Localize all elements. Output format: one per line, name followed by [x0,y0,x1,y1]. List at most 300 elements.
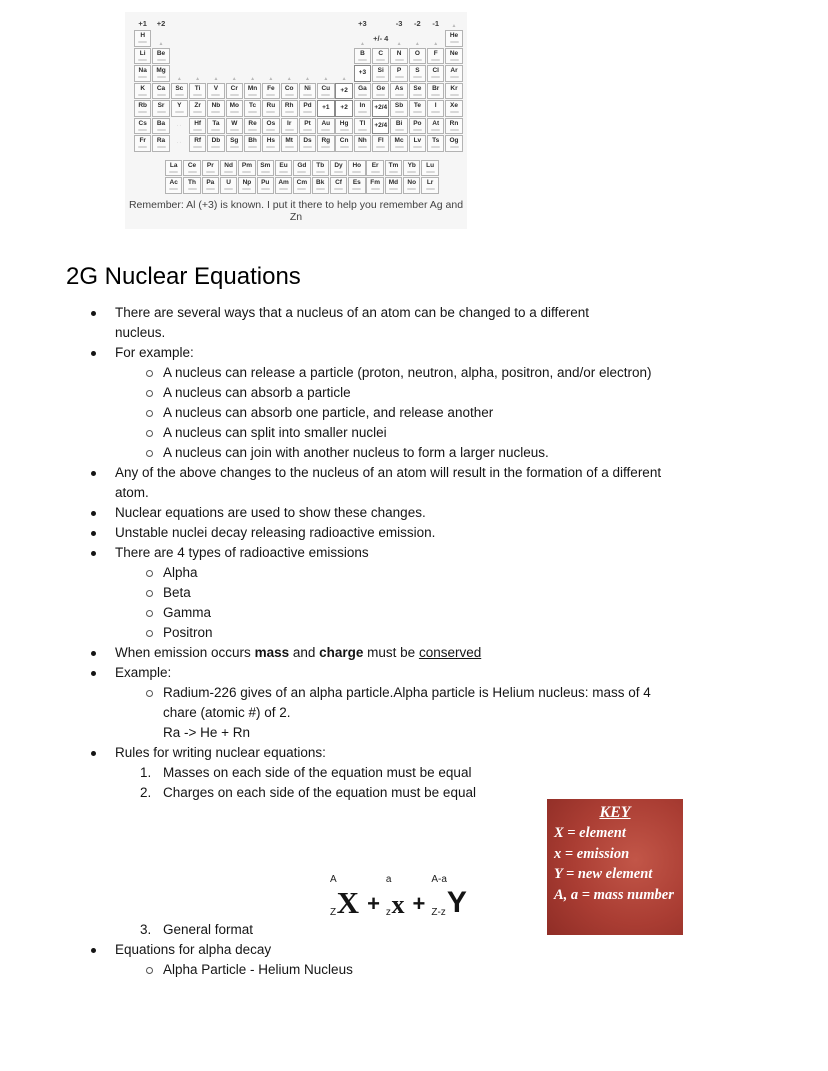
element-detail-smudge [193,146,202,148]
element-detail-smudge [157,94,166,96]
element-symbol: Eu [279,161,288,169]
element-symbol: Fl [377,137,384,144]
element-symbol: Pt [304,119,311,127]
element-symbol: Cu [321,84,331,92]
element-cell [445,135,462,152]
element-symbol: Sb [394,102,404,109]
key-line: Y = new element [554,866,653,882]
tiny-marker-icon: ▲ [286,75,292,82]
element-detail-smudge [138,94,147,96]
element-detail-smudge [407,171,416,173]
element-symbol: Cr [230,84,238,92]
list-item [66,303,726,343]
list-item-text: Rules for writing nuclear equations: [115,745,326,760]
charge-label-text: +/- 4 [373,33,389,43]
element-cell [390,83,407,100]
charge-label-text: +3 [358,18,367,28]
element-detail-smudge [450,59,459,61]
charge-cell [335,83,352,100]
element-cell [189,83,206,100]
element-symbol: Ir [287,119,292,127]
element-cell [281,118,298,135]
empty-cell [207,17,224,29]
tiny-marker-icon: ▲ [231,75,237,82]
charge-label [390,17,407,29]
element-cell [409,118,426,135]
element-cell [293,160,310,177]
periodic-table-caption: Remember: Al (+3) is known. I put it there to help you remember Ag and Zn [128,198,464,223]
empty-cell [207,48,224,65]
circle-bullet-icon [146,590,153,597]
element-symbol: Cf [335,179,342,186]
list-item-text: A nucleus can absorb one particle, and release another [163,405,494,420]
element-cell [207,118,224,135]
element-detail-smudge [413,76,422,78]
list-item-text: Equations for alpha decay [115,942,272,957]
element-symbol: Cn [339,137,349,144]
element-cell [354,135,371,152]
circle-bullet-icon [146,690,153,697]
element-cell [409,48,426,65]
atomic-number-Z: Z [330,907,337,918]
element-cell [317,135,334,152]
element-cell [390,135,407,152]
element-symbol: W [231,119,238,127]
element-symbol: Re [248,119,257,127]
element-symbol: Li [139,49,146,57]
empty-cell [262,17,279,29]
mass-number-A-a: A-a [431,874,447,885]
empty-cell [207,30,224,47]
element-cell [293,177,310,194]
charge-cell [354,65,371,82]
element-cell [317,83,334,100]
equation-term-parent [330,874,359,918]
element-symbol: Fe [267,84,275,92]
element-detail-smudge [431,94,440,96]
disc-bullet-icon [91,511,96,516]
element-cell [372,65,389,82]
element-symbol: Mo [229,102,239,109]
element-symbol: Co [284,84,294,92]
element-symbol: Mn [247,84,258,92]
list-item [66,623,726,643]
element-detail-smudge [188,171,197,173]
plus-operator: + [412,891,426,916]
element-symbol: Rn [449,119,459,127]
element-cell [189,100,206,117]
list-item-text: Ra -> He + Rn [163,725,251,740]
element-cell [354,100,371,117]
element-cell [335,118,352,135]
element-cell [152,65,169,82]
underlined-text: conserved [418,645,482,660]
element-detail-smudge [242,188,251,190]
disc-bullet-icon [91,531,96,536]
element-symbol: Pr [206,161,214,169]
element-detail-smudge [138,129,147,131]
element-symbol: Rf [194,137,202,144]
tiny-marker-icon: ▲ [359,40,365,47]
element-symbol: Pm [241,161,252,169]
element-detail-smudge [371,188,380,190]
element-symbol: Ra [156,137,166,144]
element-symbol: Rb [138,102,148,109]
element-detail-smudge [376,94,385,96]
list-item [66,443,726,463]
prescript [431,874,447,918]
element-cell [390,100,407,117]
element-cell [134,65,151,82]
element-cell [183,177,200,194]
element-cell [348,160,365,177]
disc-bullet-icon [91,551,96,556]
element-detail-smudge [450,111,459,113]
element-detail-smudge [297,171,306,173]
element-symbol: Rh [284,102,294,109]
element-cell [238,160,255,177]
list-item [66,543,726,563]
element-symbol: Ta [212,119,220,127]
charge-label-text: -3 [395,18,403,28]
element-detail-smudge [285,146,294,148]
element-symbol-X: X [336,885,360,920]
element-symbol: Te [413,102,421,109]
empty-cell [335,17,352,29]
element-symbol: Yb [407,161,416,169]
element-symbol: Sr [157,102,165,109]
element-cell [262,118,279,135]
empty-cell [299,30,316,47]
element-cell [366,160,383,177]
element-cell [385,177,402,194]
empty-cell [335,48,352,65]
tiny-marker-icon: ▲ [341,75,347,82]
empty-cell [299,48,316,65]
element-cell [390,65,407,82]
charge-cell-text: +2 [340,104,348,112]
disc-bullet-icon [91,471,96,476]
element-detail-smudge [431,129,440,131]
series-placeholder: ·· [176,122,183,129]
element-symbol: He [449,32,459,39]
element-symbol: As [394,84,404,92]
element-detail-smudge [175,111,184,113]
periodic-table-figure [125,12,467,229]
element-cell [152,48,169,65]
list-item-text: Nuclear equations are used to show these changes. [115,505,426,520]
element-detail-smudge [266,94,275,96]
element-detail-smudge [303,94,312,96]
series-placeholder: ·· [176,140,183,147]
element-detail-smudge [303,146,312,148]
key-line: X = element [554,825,626,841]
element-symbol: B [360,49,365,57]
element-detail-smudge [169,171,178,173]
element-detail-smudge [230,94,239,96]
list-item [66,463,726,503]
element-symbol: Au [321,119,331,127]
element-detail-smudge [224,188,233,190]
charge-cell-text: +2/4 [374,121,388,129]
disc-bullet-icon [91,651,96,656]
element-symbol: N [396,49,402,57]
element-symbol: At [432,119,440,127]
element-detail-smudge [358,146,367,148]
equation-term-emission [386,874,405,918]
tiny-marker-icon: ▲ [176,75,182,82]
element-detail-smudge [413,111,422,113]
empty-cell [317,48,334,65]
periodic-table-row [165,177,467,194]
element-detail-smudge [431,76,440,78]
list-item-text: There are 4 types of radioactive emissions [115,545,369,560]
element-detail-smudge [376,76,385,78]
element-detail-smudge [352,171,361,173]
element-symbol: Np [242,179,252,186]
element-detail-smudge [334,171,343,173]
element-symbol: Sm [260,161,271,169]
element-symbol: Zr [194,102,201,109]
element-symbol: Cs [138,119,147,127]
element-symbol: Th [188,179,196,186]
element-cell [372,48,389,65]
circle-bullet-icon [146,610,153,617]
element-detail-smudge [450,146,459,148]
empty-cell [189,17,206,29]
element-cell [403,177,420,194]
element-symbol: Os [266,119,276,127]
tiny-marker-icon: ▲ [195,75,201,82]
element-detail-smudge [230,129,239,131]
empty-cell [171,48,188,65]
list-item-text: Beta [163,585,191,600]
element-cell [134,135,151,152]
element-cell [299,135,316,152]
periodic-table-row [134,100,467,117]
tiny-marker-icon: ▲ [305,75,310,82]
element-detail-smudge [431,146,440,148]
mass-number-A: A [330,874,337,885]
element-symbol: Lr [426,179,434,186]
element-detail-smudge [395,59,404,61]
element-symbol: Dy [334,161,343,169]
key-line: x = emission [554,845,630,862]
element-detail-smudge [279,171,288,173]
list-item [66,363,726,383]
element-symbol: Xe [450,102,458,109]
element-symbol: Cl [432,67,439,74]
list-item [66,343,726,363]
list-item-text: Alpha Particle - Helium Nucleus [163,962,353,977]
list-item [66,763,726,783]
element-symbol: Bk [316,179,325,186]
charge-cell-text: +2 [340,86,348,94]
element-detail-smudge [395,146,404,148]
element-symbol: Er [371,161,379,169]
circle-bullet-icon [146,630,153,637]
charge-label-text: +2 [156,18,166,28]
list-item [66,403,726,423]
element-symbol: Am [278,179,289,186]
element-symbol: C [378,49,384,57]
element-detail-smudge [340,129,349,131]
element-detail-smudge [261,171,270,173]
circle-bullet-icon [146,410,153,417]
element-symbol: No [407,179,417,186]
element-symbol: F [433,49,438,57]
element-detail-smudge [413,146,422,148]
list-item [66,940,726,960]
list-item-text: Charges on each side of the equation must be equal [163,785,476,800]
list-item-text: There are several ways that a nucleus of an atom can be changed to a different nucleus. [115,305,590,340]
element-detail-smudge [321,94,330,96]
element-cell [244,100,261,117]
list-item [66,583,726,603]
element-detail-smudge [450,41,459,43]
element-cell [189,135,206,152]
element-detail-smudge [426,171,435,173]
element-symbol: Tc [249,102,257,109]
element-cell [207,135,224,152]
element-symbol: Na [138,67,147,74]
list-item-text: A nucleus can absorb a particle [163,385,351,400]
element-cell [372,135,389,152]
empty-cell [262,48,279,65]
element-symbol: Hf [194,119,202,127]
element-detail-smudge [230,111,239,113]
periodic-table-row [134,48,467,65]
element-cell [445,100,462,117]
element-symbol: V [213,84,219,92]
element-cell [409,100,426,117]
element-detail-smudge [358,111,367,113]
list-item [66,663,726,683]
spacer [134,153,467,160]
element-detail-smudge [450,76,459,78]
element-symbol: Hg [339,119,349,127]
element-symbol: Ga [358,84,367,92]
element-cell [134,48,151,65]
element-symbol: Si [377,67,384,74]
element-cell [220,177,237,194]
empty-cell [244,30,261,47]
element-cell [281,83,298,100]
list-item [66,563,726,583]
empty-cell [189,48,206,65]
bold-text: charge [319,645,364,660]
element-detail-smudge [285,111,294,113]
element-cell [445,48,462,65]
element-cell [427,65,444,82]
element-cell [390,118,407,135]
list-item [66,383,726,403]
tiny-marker-icon: ▲ [250,75,256,82]
element-cell [366,177,383,194]
list-number: 2. [140,785,152,800]
list-item-text: General format [163,922,254,937]
element-cell [390,48,407,65]
empty-cell [226,48,243,65]
element-detail-smudge [321,146,330,148]
element-detail-smudge [242,171,251,173]
element-detail-smudge [157,76,166,78]
tiny-marker-icon: ▲ [323,75,329,82]
element-symbol: Sg [230,137,239,144]
element-cell [134,100,151,117]
element-symbol: Fr [139,137,146,144]
list-item-text: Alpha [163,565,198,580]
element-symbol: Gd [297,161,307,169]
element-detail-smudge [138,59,147,61]
list-item-text: Unstable nuclei decay releasing radioactive emission. [115,525,436,540]
element-cell [335,135,352,152]
element-cell [348,177,365,194]
element-detail-smudge [431,111,440,113]
element-cell [427,135,444,152]
element-symbol: Pa [206,179,215,186]
charge-label [427,17,444,29]
charge-cell-text: +2/4 [374,104,388,112]
element-detail-smudge [285,94,294,96]
element-symbol: Mc [394,137,404,144]
element-detail-smudge [395,129,404,131]
element-symbol: Pd [303,102,312,109]
list-item-text: Gamma [163,605,212,620]
element-cell [202,160,219,177]
empty-cell [171,30,188,47]
charge-label-text: +1 [138,18,147,28]
element-cell [226,100,243,117]
element-symbol: Rg [321,137,331,144]
element-detail-smudge [340,146,349,148]
periodic-table-grid [125,17,467,194]
circle-bullet-icon [146,570,153,577]
element-symbol: Bh [248,137,257,144]
list-item [66,603,726,623]
general-format-equation [330,874,467,918]
element-detail-smudge [413,59,422,61]
element-cell [207,100,224,117]
empty-cell [262,30,279,47]
emission-symbol-x: x [391,890,405,919]
element-cell [257,177,274,194]
element-cell [281,100,298,117]
list-item [66,643,726,663]
element-cell [409,135,426,152]
element-symbol: Nh [358,137,367,144]
element-cell [299,100,316,117]
element-symbol: Ne [449,49,459,57]
element-detail-smudge [334,188,343,190]
tiny-marker-icon: ▲ [158,40,164,47]
element-symbol: S [415,67,420,74]
element-cell [226,83,243,100]
element-detail-smudge [211,111,220,113]
element-cell [165,160,182,177]
element-cell [152,100,169,117]
element-cell [354,83,371,100]
element-cell [330,177,347,194]
element-symbol: Ba [156,119,166,127]
equation-term-daughter [431,874,467,918]
element-cell [409,83,426,100]
element-detail-smudge [413,94,422,96]
element-symbol: Se [413,84,422,92]
element-symbol: Y [177,102,182,109]
charge-cell-text: +3 [358,69,367,77]
element-symbol: Ge [376,84,386,92]
